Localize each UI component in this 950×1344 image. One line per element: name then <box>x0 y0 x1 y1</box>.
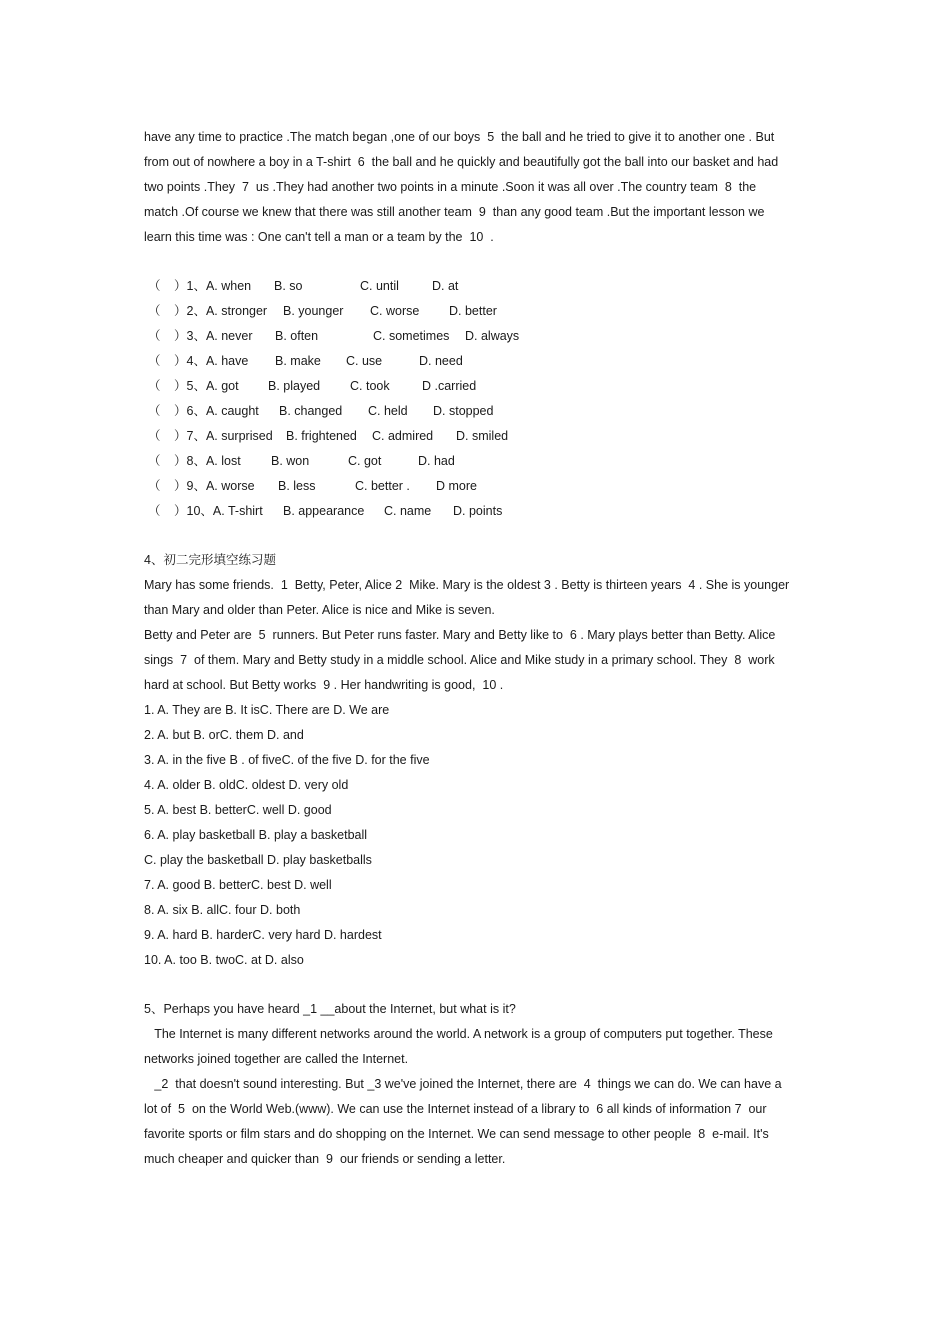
passage-line: than Mary and older than Peter. Alice is nice and Mike is seven. <box>144 603 495 617</box>
answer-bracket: （ <box>148 404 161 418</box>
option-b: B. so <box>274 279 303 293</box>
option-b: B. appearance <box>283 504 365 518</box>
option-d: D more <box>436 479 477 493</box>
answer-bracket: （ <box>148 429 161 443</box>
passage-line: favorite sports or film stars and do shopping on the Internet. We can send message to other people 8 e-mail. It's <box>144 1127 769 1141</box>
option-line: 10. A. too B. twoC. at D. also <box>144 953 304 967</box>
passage-line: learn this time was : One can't tell a man or a team by the 10 . <box>144 230 494 244</box>
question-row <box>144 378 477 394</box>
option-c: C. got <box>348 454 382 468</box>
option-line: 9. A. hard B. harderC. very hard D. hardest <box>144 928 382 942</box>
option-d: D. points <box>453 504 503 518</box>
question-row <box>144 478 477 494</box>
answer-bracket: （ <box>148 379 161 393</box>
option-b: B. won <box>271 454 310 468</box>
answer-bracket: （ <box>148 329 161 343</box>
option-line: 8. A. six B. allC. four D. both <box>144 903 301 917</box>
option-c: C. name <box>384 504 432 518</box>
section-heading: 5、Perhaps you have heard _1 __about the Internet, but what is it? <box>144 1002 516 1016</box>
option-b: B. less <box>278 479 316 493</box>
option-a: ）5、A. got <box>174 379 239 393</box>
passage-line: Betty and Peter are 5 runners. But Peter runs faster. Mary and Betty like to 6 . Mary plays better than Betty. Alice <box>144 628 776 642</box>
option-a: ）6、A. caught <box>174 404 259 418</box>
option-b: B. often <box>275 329 319 343</box>
option-line: C. play the basketball D. play basketballs <box>144 853 372 867</box>
option-b: B. changed <box>279 404 343 418</box>
option-line: 4. A. older B. oldC. oldest D. very old <box>144 778 349 792</box>
answer-bracket: （ <box>148 479 161 493</box>
question-row <box>144 303 497 319</box>
answer-bracket: （ <box>148 279 161 293</box>
option-line: 3. A. in the five B . of fiveC. of the five D. for the five <box>144 753 430 767</box>
option-a: ）2、A. stronger <box>174 304 268 318</box>
option-c: C. use <box>346 354 383 368</box>
answer-bracket: （ <box>148 454 161 468</box>
option-b: B. played <box>268 379 321 393</box>
passage-line: sings 7 of them. Mary and Betty study in a middle school. Alice and Mike study in a primary school. They 8 work <box>144 653 775 667</box>
option-c: C. until <box>360 279 399 293</box>
option-d: D. had <box>418 454 455 468</box>
option-b: B. frightened <box>286 429 357 443</box>
option-a: ）7、A. surprised <box>174 429 273 443</box>
option-line: 7. A. good B. betterC. best D. well <box>144 878 332 892</box>
passage-line: hard at school. But Betty works 9 . Her handwriting is good, 10 . <box>144 678 504 692</box>
option-d: D. need <box>419 354 463 368</box>
option-c: C. took <box>350 379 390 393</box>
option-a: ）8、A. lost <box>174 454 241 468</box>
option-a: ）10、A. T-shirt <box>174 504 263 518</box>
passage-line: two points .They 7 us .They had another two points in a minute .Soon it was all over .The country team 8 the <box>144 180 757 194</box>
option-d: D. better <box>449 304 497 318</box>
option-d: D .carried <box>422 379 477 393</box>
option-line: 2. A. but B. orC. them D. and <box>144 728 304 742</box>
option-a: ）4、A. have <box>174 354 249 368</box>
answer-bracket: （ <box>148 504 161 518</box>
passage-line: networks joined together are called the Internet. <box>144 1052 409 1066</box>
option-line: 5. A. best B. betterC. well D. good <box>144 803 332 817</box>
passage-line: from out of nowhere a boy in a T-shirt 6 the ball and he quickly and beautifully got the ball into our basket and had <box>144 155 779 169</box>
question-row <box>144 403 494 419</box>
option-d: D. stopped <box>433 404 494 418</box>
passage-line: lot of 5 on the World Web.(www). We can use the Internet instead of a library to 6 all kinds of information 7 our <box>144 1102 767 1116</box>
option-b: B. younger <box>283 304 344 318</box>
option-b: B. make <box>275 354 321 368</box>
option-d: D. smiled <box>456 429 509 443</box>
section-heading: 4、初二完形填空练习题 <box>144 553 276 567</box>
question-row <box>144 428 509 444</box>
passage-line: _2 that doesn't sound interesting. But _3 we've joined the Internet, there are 4 things we can do. We can have a <box>144 1077 782 1091</box>
question-row <box>144 328 520 344</box>
passage-line: The Internet is many different networks around the world. A network is a group of computers put together. These <box>144 1027 773 1041</box>
passage-line: match .Of course we knew that there was still another team 9 than any good team .But the important lesson we <box>144 205 765 219</box>
option-c: C. sometimes <box>373 329 450 343</box>
option-a: ）9、A. worse <box>174 479 255 493</box>
answer-bracket: （ <box>148 304 161 318</box>
option-a: ）1、A. when <box>174 279 252 293</box>
option-c: C. admired <box>372 429 434 443</box>
option-d: D. at <box>432 279 459 293</box>
answer-bracket: （ <box>148 354 161 368</box>
option-d: D. always <box>465 329 520 343</box>
question-row <box>144 503 503 519</box>
passage-line: Mary has some friends. 1 Betty, Peter, Alice 2 Mike. Mary is the oldest 3 . Betty is thirteen years 4 . She is younger <box>144 578 790 592</box>
question-row <box>144 453 455 469</box>
option-c: C. held <box>368 404 408 418</box>
question-row <box>144 353 463 369</box>
option-line: 6. A. play basketball B. play a basketball <box>144 828 368 842</box>
option-a: ）3、A. never <box>174 329 253 343</box>
option-line: 1. A. They are B. It isC. There are D. We are <box>144 703 390 717</box>
passage-line: much cheaper and quicker than 9 our friends or sending a letter. <box>144 1152 506 1166</box>
question-row <box>144 278 459 294</box>
option-c: C. better . <box>355 479 410 493</box>
option-c: C. worse <box>370 304 420 318</box>
passage-line: have any time to practice .The match began ,one of our boys 5 the ball and he tried to give it to another one . But <box>144 130 775 144</box>
